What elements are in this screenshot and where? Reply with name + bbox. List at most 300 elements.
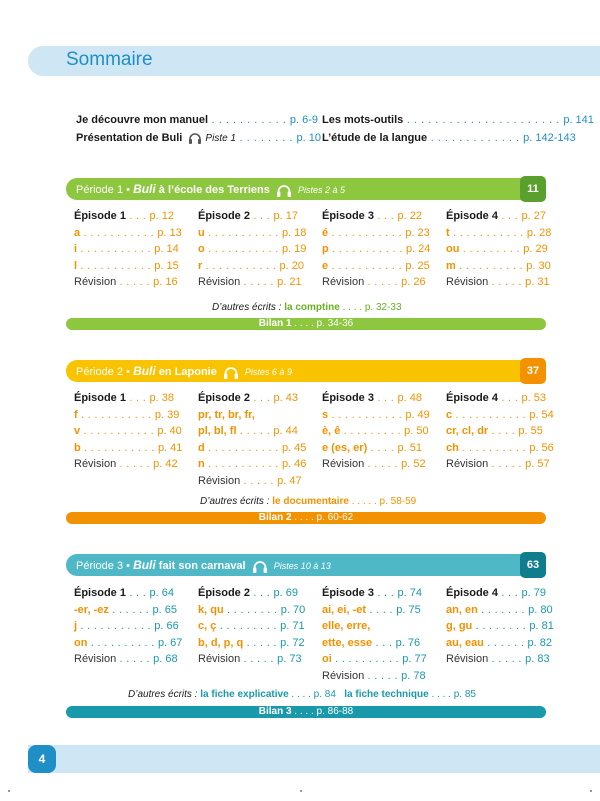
row-label: ai, ei, -et (322, 603, 367, 616)
autres-prefix: D’autres écrits : (128, 689, 198, 700)
grapheme-row[interactable] (74, 241, 182, 258)
row-dots: . . . (249, 587, 274, 599)
row-dots: . . . . . (116, 276, 154, 288)
row-dots: . . . . . . (108, 603, 153, 616)
row-label: elle, erre, (322, 620, 371, 632)
period-header (76, 178, 345, 201)
row-page: p. 72 (280, 636, 305, 649)
row-label: Épisode 4 (446, 210, 498, 222)
row-dots: . . . . (488, 425, 519, 437)
episode-heading[interactable] (198, 390, 306, 407)
row-label: on (74, 636, 88, 649)
episode-column (322, 585, 427, 684)
bilan-dots: . . . . (291, 706, 317, 717)
headphones-icon (223, 366, 239, 379)
row-dots: . . . . . . . . . . . (80, 441, 158, 454)
grapheme-row[interactable] (322, 651, 427, 668)
revision-row[interactable] (446, 456, 554, 473)
autres-ecrits (212, 302, 402, 313)
row-label: -er, -ez (74, 603, 109, 616)
bilan-page: p. 34-36 (316, 318, 354, 329)
row-page: p. 49 (405, 408, 430, 421)
episode-heading[interactable] (74, 585, 182, 602)
intro-row[interactable]: L’étude de la langue . . . . . . . . . . . . . p. 142-143 (322, 132, 576, 144)
row-label: r (198, 259, 203, 272)
row-page: p. 77 (402, 653, 427, 665)
row-page: p. 71 (280, 620, 305, 632)
intro-row[interactable]: Présentation de Buli Piste 1 . . . . . . . . p. 10 (76, 132, 321, 144)
autres-dots: . . . . (428, 689, 454, 700)
row-label: ette, esse (322, 636, 373, 649)
autres-doc-link[interactable]: la comptine (284, 302, 340, 313)
episode-heading[interactable] (322, 390, 430, 407)
row-dots: . . . (497, 587, 522, 599)
autres-prefix: D’autres écrits : (200, 496, 270, 507)
row-label: b (74, 441, 81, 454)
episode-heading[interactable] (446, 390, 554, 407)
row-dots: . . . (373, 392, 398, 404)
period-2-band[interactable] (66, 360, 546, 382)
bilan-bar[interactable] (66, 318, 546, 330)
period-pistes: Pistes 2 à 5 (297, 185, 345, 195)
row-label: Révision (322, 669, 365, 682)
row-page: p. 38 (149, 392, 174, 404)
grapheme-row[interactable] (446, 618, 554, 635)
bilan-label: Bilan 2 (258, 512, 292, 523)
row-dots: . . . . . . . . . . (458, 441, 530, 454)
headphones-icon (188, 132, 202, 144)
row-dots: . . . (125, 392, 150, 404)
grapheme-row[interactable] (198, 635, 305, 652)
revision-row[interactable] (74, 651, 182, 668)
row-dots: . . . . (367, 441, 398, 454)
crop-mark (590, 790, 592, 792)
period-start-page: 63 (520, 552, 546, 578)
row-page: p. 56 (529, 441, 554, 454)
period-header (76, 360, 292, 383)
autres-page: p. 32-33 (364, 302, 402, 313)
row-dots: . . . . . . . . . . (455, 259, 527, 272)
row-dots: . . . . . . . . . . . (449, 226, 527, 239)
row-label: è, ê (322, 425, 341, 437)
row-dots: . . . . . . . . . . . (328, 226, 406, 239)
episode-heading[interactable] (198, 585, 305, 602)
grapheme-row[interactable] (198, 258, 306, 275)
autres-doc-link[interactable]: le documentaire (272, 496, 349, 507)
row-label: Épisode 1 (74, 392, 126, 404)
episode-column (198, 585, 305, 668)
row-dots: . . . (125, 587, 150, 599)
row-label: Épisode 2 (198, 587, 250, 599)
row-label: Révision (198, 276, 241, 288)
row-page: p. 82 (527, 636, 553, 649)
revision-row[interactable] (198, 473, 306, 490)
row-dots: . . . . . . . . . . . (328, 243, 406, 255)
row-label: Révision (74, 458, 117, 470)
row-dots: . . . . . . . . . . . (452, 408, 530, 421)
row-page: p. 39 (154, 408, 180, 421)
row-label: pl, bl, fl (198, 425, 237, 437)
grapheme-row[interactable] (322, 258, 430, 275)
row-page: p. 79 (521, 587, 546, 599)
revision-row[interactable] (446, 651, 554, 668)
bilan-bar[interactable] (66, 512, 546, 524)
grapheme-row[interactable] (322, 635, 427, 652)
row-dots: . . . . . (240, 653, 278, 665)
footer-bar (28, 745, 600, 773)
row-dots: . . . (497, 392, 522, 404)
row-page: p. 48 (397, 392, 422, 404)
episode-column (322, 390, 430, 473)
grapheme-row[interactable] (446, 258, 551, 275)
row-page: p. 29 (523, 243, 548, 255)
period-1-band[interactable] (66, 178, 546, 200)
row-label: t (446, 226, 450, 239)
row-page: p. 50 (404, 425, 429, 437)
row-page: p. 66 (154, 620, 179, 632)
row-dots: . . . . . . . . . . . (204, 441, 282, 454)
row-page: p. 13 (157, 226, 182, 239)
revision-row[interactable] (198, 274, 306, 291)
row-page: p. 20 (279, 259, 304, 272)
row-page: p. 45 (281, 441, 307, 454)
row-label: Épisode 2 (198, 392, 250, 404)
row-page: p. 17 (273, 210, 298, 222)
period-label: Période 1 • (76, 184, 130, 196)
autres-prefix: D’autres écrits : (212, 302, 282, 313)
row-dots: . . . . . . . . . . . (202, 259, 280, 272)
row-page: p. 42 (153, 458, 178, 470)
row-label: p (322, 243, 329, 255)
row-page: p. 51 (397, 441, 422, 454)
row-dots: . . . (249, 210, 274, 222)
grapheme-row[interactable] (322, 602, 427, 619)
row-dots: . . . . . (488, 276, 526, 288)
row-label: au, eau (446, 636, 484, 649)
autres-ecrits (128, 689, 476, 700)
row-page: p. 18 (281, 226, 307, 239)
row-label: Révision (446, 458, 489, 470)
row-page: p. 70 (280, 603, 306, 616)
row-label: o (198, 243, 205, 255)
row-page: p. 83 (525, 653, 550, 665)
period-start-page: 11 (520, 176, 546, 202)
row-label: Révision (446, 653, 489, 665)
episode-heading[interactable] (74, 208, 182, 225)
page-title: Sommaire (66, 49, 153, 70)
revision-row[interactable] (74, 274, 182, 291)
grapheme-row[interactable] (198, 423, 306, 440)
row-label: u (198, 226, 205, 239)
bilan-dots: . . . . (291, 512, 317, 523)
row-page: p. 15 (154, 259, 179, 272)
grapheme-row[interactable] (446, 440, 554, 457)
buli-logo: Buli (133, 182, 156, 196)
intro-row[interactable]: Les mots-outils . . . . . . . . . . . . . . . . . . . . . . p. 141 (322, 114, 594, 126)
crop-mark (300, 790, 302, 792)
row-page: p. 68 (153, 653, 178, 665)
row-label: Épisode 3 (322, 392, 374, 404)
row-label: ou (446, 243, 460, 255)
episode-column (198, 390, 306, 489)
row-label: Révision (446, 276, 489, 288)
autres-page: p. 58-59 (379, 496, 417, 507)
row-label: Révision (74, 276, 117, 288)
row-dots: . . . . . . . . . . . (80, 425, 158, 437)
row-dots: . . . . . . . . . (340, 425, 405, 437)
row-label: Révision (322, 458, 365, 470)
row-page: p. 67 (157, 636, 183, 649)
period-pistes: Pistes 6 à 9 (244, 367, 292, 377)
grapheme-row[interactable] (74, 602, 182, 619)
grapheme-row[interactable] (198, 440, 306, 457)
bilan-bar[interactable] (66, 706, 546, 718)
intro-row[interactable]: Je découvre mon manuel . . . . . . . . . . . p. 6-9 (76, 114, 318, 126)
episode-heading[interactable] (446, 208, 551, 225)
grapheme-row[interactable] (198, 407, 306, 424)
row-dots: . . . . . . . . . . . (204, 458, 282, 470)
row-dots: . . . . . . . . . . . (77, 243, 155, 255)
row-dots: . . . . . (488, 653, 526, 665)
row-dots: . . . . . (488, 458, 526, 470)
bilan-label: Bilan 1 (258, 318, 292, 329)
episode-column (74, 208, 182, 291)
row-label: Épisode 3 (322, 587, 374, 599)
revision-row[interactable] (446, 274, 551, 291)
period-start-page: 37 (520, 358, 546, 384)
title-bar (28, 46, 600, 76)
row-label: e (322, 259, 329, 272)
row-label: Épisode 4 (446, 587, 498, 599)
row-page: p. 23 (405, 226, 430, 239)
row-label: Épisode 1 (74, 587, 126, 599)
row-label: pr, tr, br, fr, (198, 408, 255, 421)
row-page: p. 26 (401, 276, 426, 288)
row-dots: . . . . . (240, 276, 278, 288)
row-dots: . . . . . (240, 474, 278, 487)
row-page: p. 31 (525, 276, 550, 288)
row-page: p. 55 (518, 425, 543, 437)
row-page: p. 73 (277, 653, 302, 665)
row-page: p. 74 (397, 587, 422, 599)
grapheme-row[interactable] (446, 602, 554, 619)
grapheme-row[interactable] (446, 635, 554, 652)
row-label: d (198, 441, 205, 454)
episode-column (74, 390, 182, 473)
row-page: p. 16 (153, 276, 178, 288)
grapheme-row[interactable] (322, 440, 430, 457)
row-page: p. 76 (395, 636, 421, 649)
period-title: fait son carnaval (158, 560, 246, 572)
row-page: p. 19 (281, 243, 307, 255)
row-page: p. 43 (273, 392, 298, 404)
row-page: p. 12 (149, 210, 174, 222)
grapheme-row[interactable] (74, 423, 182, 440)
row-dots: . . . . (366, 603, 397, 616)
autres-dots: . . . . (288, 689, 314, 700)
grapheme-row[interactable] (198, 225, 306, 242)
row-dots: . . . . . (243, 636, 281, 649)
row-label: cr, cl, dr (446, 425, 489, 437)
episode-heading[interactable] (322, 208, 430, 225)
headphones-icon (252, 560, 268, 573)
row-label: k, qu (198, 603, 224, 616)
crop-mark (8, 790, 10, 792)
episode-heading[interactable] (322, 585, 427, 602)
row-page: p. 25 (405, 259, 430, 272)
autres-dots: . . . . (339, 302, 365, 313)
row-dots: . . . . . . . (477, 603, 529, 616)
episode-heading[interactable] (446, 585, 554, 602)
episode-column (198, 208, 306, 291)
revision-row[interactable] (74, 456, 182, 473)
grapheme-row[interactable] (198, 456, 306, 473)
grapheme-row[interactable] (74, 635, 182, 652)
row-dots: . . . . . . . . . . . (77, 408, 155, 421)
row-label: c (446, 408, 453, 421)
row-dots: . . . (125, 210, 150, 222)
row-label: v (74, 425, 81, 437)
revision-row[interactable] (322, 668, 427, 685)
row-page: p. 47 (277, 474, 302, 487)
row-label: é (322, 226, 329, 239)
period-3-band[interactable] (66, 554, 546, 576)
autres-doc-link[interactable]: la fiche technique (344, 689, 429, 700)
row-label: Épisode 1 (74, 210, 126, 222)
autres-doc-link[interactable]: la fiche explicative (200, 689, 289, 700)
autres-page: p. 85 (453, 689, 476, 700)
row-dots: . . . . . (364, 458, 402, 470)
row-page: p. 30 (526, 259, 551, 272)
row-page: p. 40 (157, 425, 182, 437)
grapheme-row[interactable] (74, 440, 182, 457)
row-label: n (198, 458, 205, 470)
row-dots: . . . (373, 210, 398, 222)
bilan-dots: . . . . (291, 318, 317, 329)
row-label: an, en (446, 603, 478, 616)
row-dots: . . . . . (116, 458, 154, 470)
period-label: Période 2 • (76, 366, 130, 378)
period-pistes: Pistes 10 à 13 (273, 561, 331, 571)
episode-heading[interactable] (74, 390, 182, 407)
row-label: Révision (198, 653, 241, 665)
row-page: p. 14 (154, 243, 179, 255)
revision-row[interactable] (322, 274, 430, 291)
episode-heading[interactable] (198, 208, 306, 225)
row-dots: . . . (373, 587, 398, 599)
row-label: e (es, er) (322, 441, 368, 454)
row-label: i (74, 243, 78, 255)
row-page: p. 57 (525, 458, 550, 470)
row-label: m (446, 259, 456, 272)
grapheme-row[interactable] (446, 241, 551, 258)
episode-column (446, 390, 554, 473)
row-dots: . . . . . (116, 653, 154, 665)
grapheme-row[interactable] (198, 618, 305, 635)
page-number: 4 (28, 745, 56, 773)
row-dots: . . . . . . . . . . . (204, 226, 282, 239)
bilan-page: p. 60-62 (316, 512, 354, 523)
row-dots: . . . (497, 210, 522, 222)
row-label: b, d, p, q (198, 636, 244, 649)
row-page: p. 65 (152, 603, 177, 616)
row-page: p. 54 (529, 408, 554, 421)
grapheme-row[interactable] (322, 423, 430, 440)
autres-ecrits (200, 496, 416, 507)
episode-column (322, 208, 430, 291)
grapheme-row[interactable] (74, 225, 182, 242)
revision-row[interactable] (198, 651, 305, 668)
row-page: p. 22 (397, 210, 422, 222)
row-dots: . . . . . . . . . (459, 243, 524, 255)
row-page: p. 41 (157, 441, 183, 454)
grapheme-row[interactable] (74, 407, 182, 424)
episode-column (446, 208, 551, 291)
grapheme-row[interactable] (74, 258, 182, 275)
row-page: p. 53 (521, 392, 546, 404)
row-label: Révision (322, 276, 365, 288)
row-label: ch (446, 441, 459, 454)
row-page: p. 28 (526, 226, 552, 239)
row-label: Épisode 3 (322, 210, 374, 222)
row-dots: . . . . . . . . . . (331, 653, 403, 665)
intro-left (76, 111, 321, 147)
row-dots: . . . . . . . . . . . (80, 226, 158, 239)
row-page: p. 44 (273, 425, 298, 437)
grapheme-row[interactable] (446, 407, 554, 424)
grapheme-row[interactable] (198, 602, 305, 619)
row-dots: . . . . . . . . . . (87, 636, 158, 649)
row-page: p. 75 (396, 603, 421, 616)
grapheme-row[interactable] (322, 241, 430, 258)
row-label: f (74, 408, 78, 421)
row-dots: . . . . . . . . (472, 620, 530, 632)
grapheme-row[interactable] (446, 225, 551, 242)
grapheme-row[interactable] (322, 225, 430, 242)
intro-right (322, 111, 594, 147)
row-dots: . . . . . . . . . . . (77, 259, 155, 272)
row-label: Révision (74, 653, 117, 665)
headphones-icon (276, 184, 292, 197)
episode-column (74, 585, 182, 668)
period-label: Période 3 • (76, 560, 130, 572)
autres-page: p. 84 (313, 689, 336, 700)
row-dots: . . . (372, 636, 396, 649)
revision-row[interactable] (322, 456, 430, 473)
buli-logo: Buli (133, 364, 156, 378)
row-dots: . . . . . . . . . . . (204, 243, 282, 255)
grapheme-row[interactable] (74, 618, 182, 635)
row-page: p. 27 (521, 210, 546, 222)
grapheme-row[interactable] (198, 241, 306, 258)
row-dots: . . . . . (236, 425, 274, 437)
buli-logo: Buli (133, 558, 156, 572)
row-page: p. 21 (277, 276, 302, 288)
row-label: j (74, 620, 78, 632)
row-label: s (322, 408, 329, 421)
period-title: en Laponie (158, 366, 217, 378)
grapheme-row[interactable] (322, 618, 427, 635)
row-page: p. 64 (149, 587, 174, 599)
row-label: Révision (198, 474, 241, 487)
row-page: p. 80 (528, 603, 553, 616)
row-dots: . . . . . . (483, 636, 528, 649)
row-label: a (74, 226, 81, 239)
row-label: Épisode 2 (198, 210, 250, 222)
grapheme-row[interactable] (322, 407, 430, 424)
grapheme-row[interactable] (446, 423, 554, 440)
row-dots: . . . . . . . . . . . (328, 408, 406, 421)
